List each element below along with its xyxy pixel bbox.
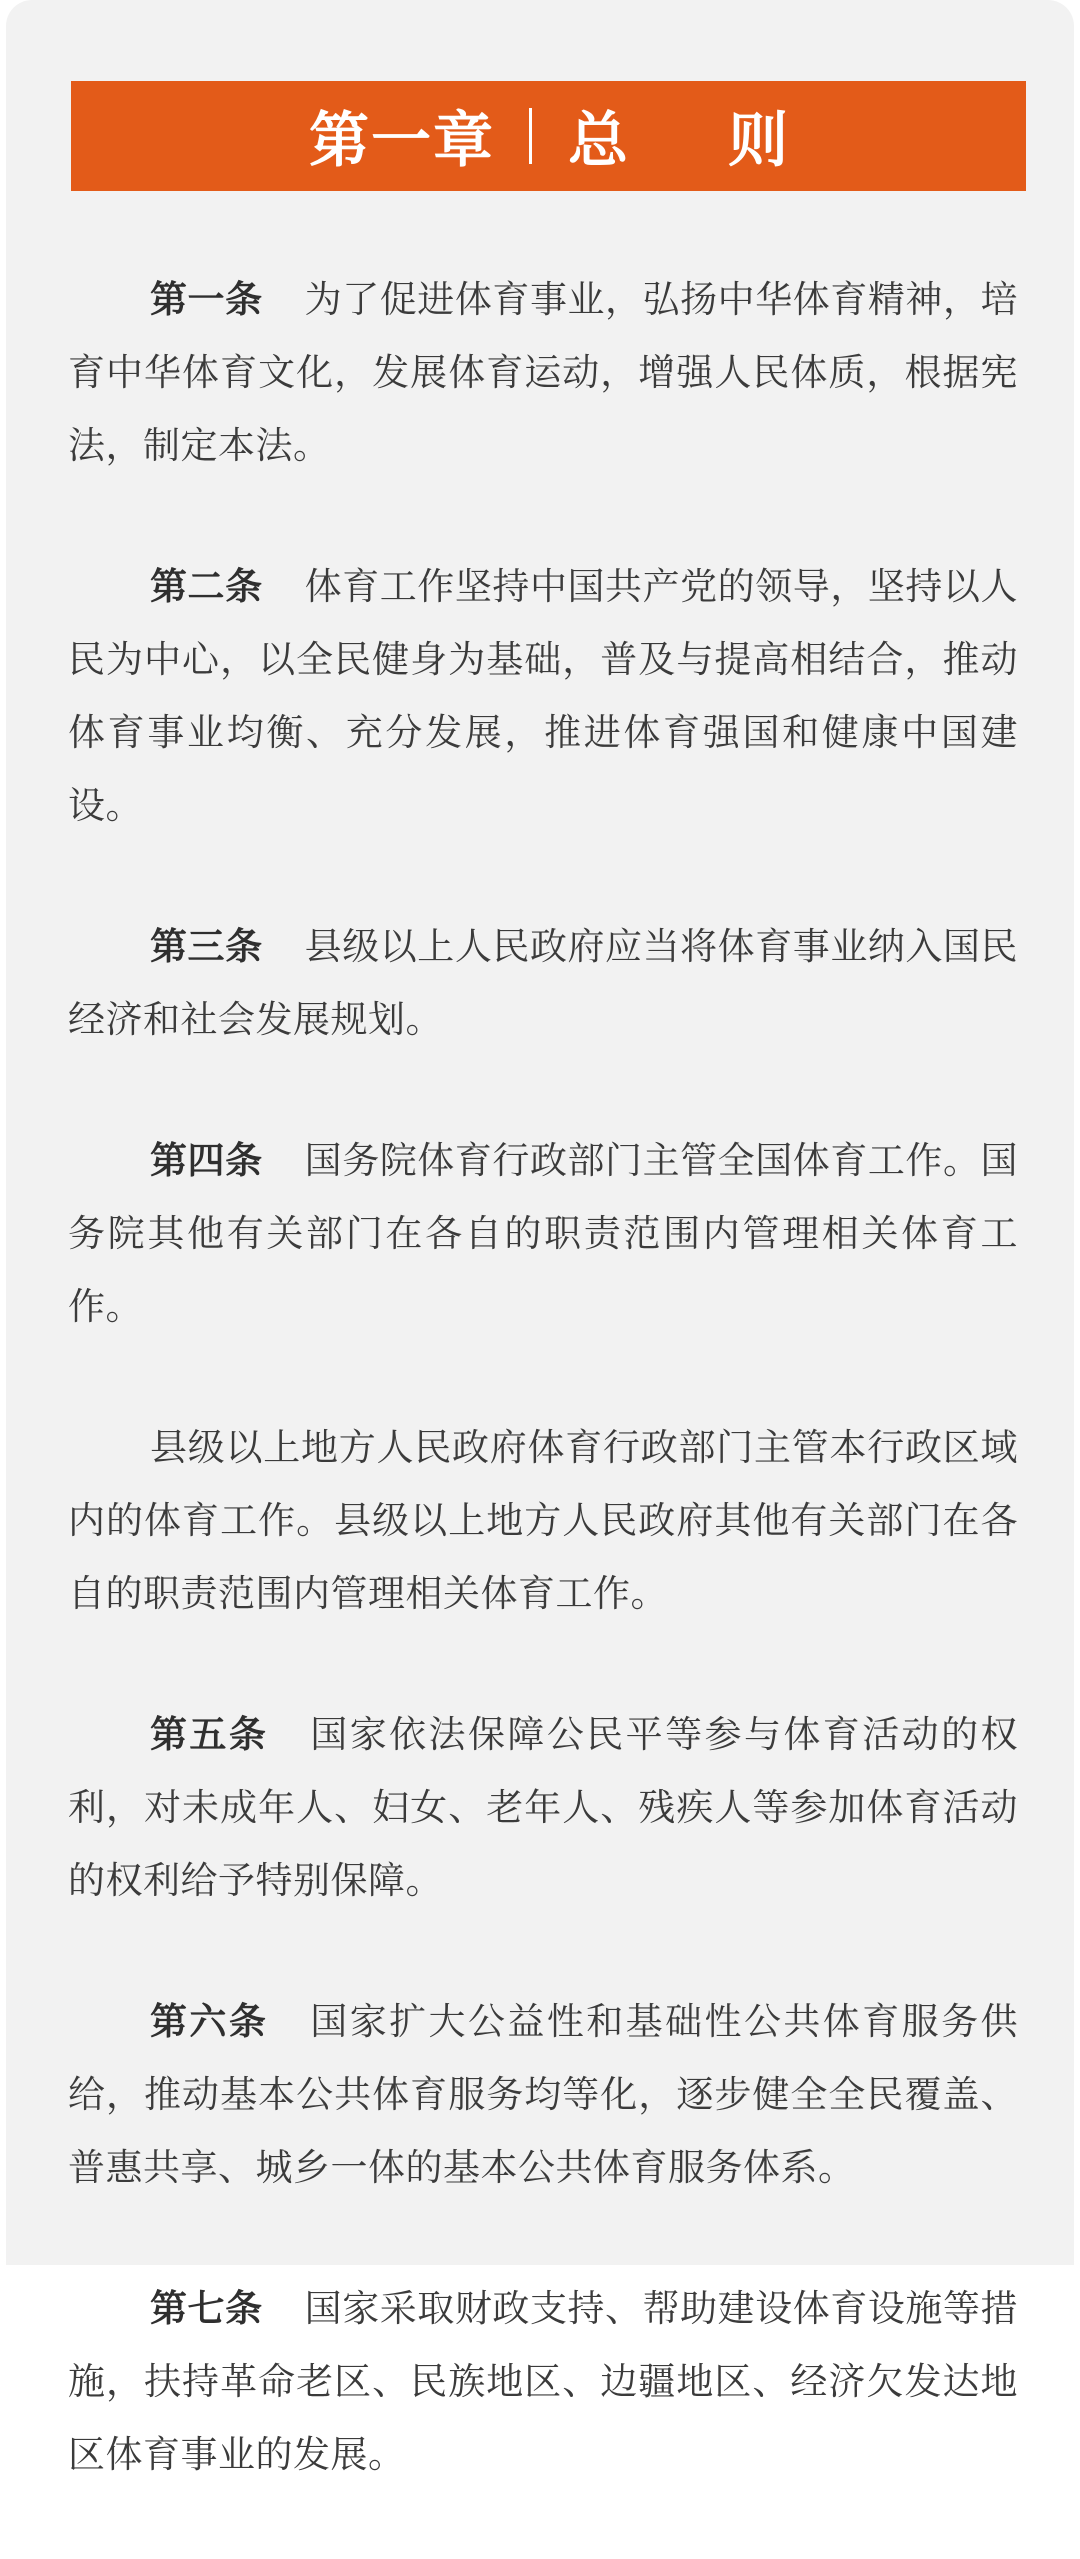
article-text: 体育工作坚持中国共产党的领导，坚持以人民为中心，以全民健身为基础，普及与提高相结合，推动体育事业均衡、充分发展，推进体育强国和健康中国建设。 [68,565,1019,827]
article-text: 国家采取财政支持、帮助建设体育设施等措施，扶持革命老区、民族地区、边疆地区、经济欠发达地区体育事业的发展。 [68,2287,1019,2476]
article-text: 县级以上人民政府应当将体育事业纳入国民经济和社会发展规划。 [68,925,1019,1041]
article-label: 第一条 [150,278,263,321]
article-paragraph [68,2272,1018,2491]
article-card [6,0,1074,2476]
article-text: 国家依法保障公民平等参与体育活动的权利，对未成年人、妇女、老年人、残疾人等参加体育活动的权利给予特别保障。 [68,1713,1019,1902]
article-paragraph [68,263,1018,482]
article-label: 第四条 [150,1139,263,1182]
article-label: 第三条 [150,925,263,968]
chapter-number: 第一章 [309,106,495,176]
article-label: 第七条 [150,2287,263,2330]
chapter-title: 总则 [568,106,888,176]
article-paragraph [68,1985,1018,2204]
article-paragraph [68,1124,1018,1343]
article-paragraph [68,1411,1018,1630]
article-paragraph [68,1698,1018,1917]
chapter-banner [71,81,1026,191]
article-paragraph [68,910,1018,1056]
article-text: 国家扩大公益性和基础性公共体育服务供给，推动基本公共体育服务均等化，逐步健全全民覆盖、普惠共享、城乡一体的基本公共体育服务体系。 [68,2000,1019,2189]
article-text: 县级以上地方人民政府体育行政部门主管本行政区域内的体育工作。县级以上地方人民政府其他有关部门在各自的职责范围内管理相关体育工作。 [68,1426,1018,1615]
article-label: 第五条 [150,1713,269,1756]
article-label: 第六条 [150,2000,269,2043]
chapter-divider [529,108,532,164]
article-text: 为了促进体育事业，弘扬中华体育精神，培育中华体育文化，发展体育运动，增强人民体质，根据宪法，制定本法。 [68,278,1019,467]
article-body [68,263,1018,2559]
article-text: 国务院体育行政部门主管全国体育工作。国务院其他有关部门在各自的职责范围内管理相关体育工作。 [68,1139,1019,1328]
article-label: 第二条 [150,565,263,608]
article-paragraph [68,550,1018,842]
